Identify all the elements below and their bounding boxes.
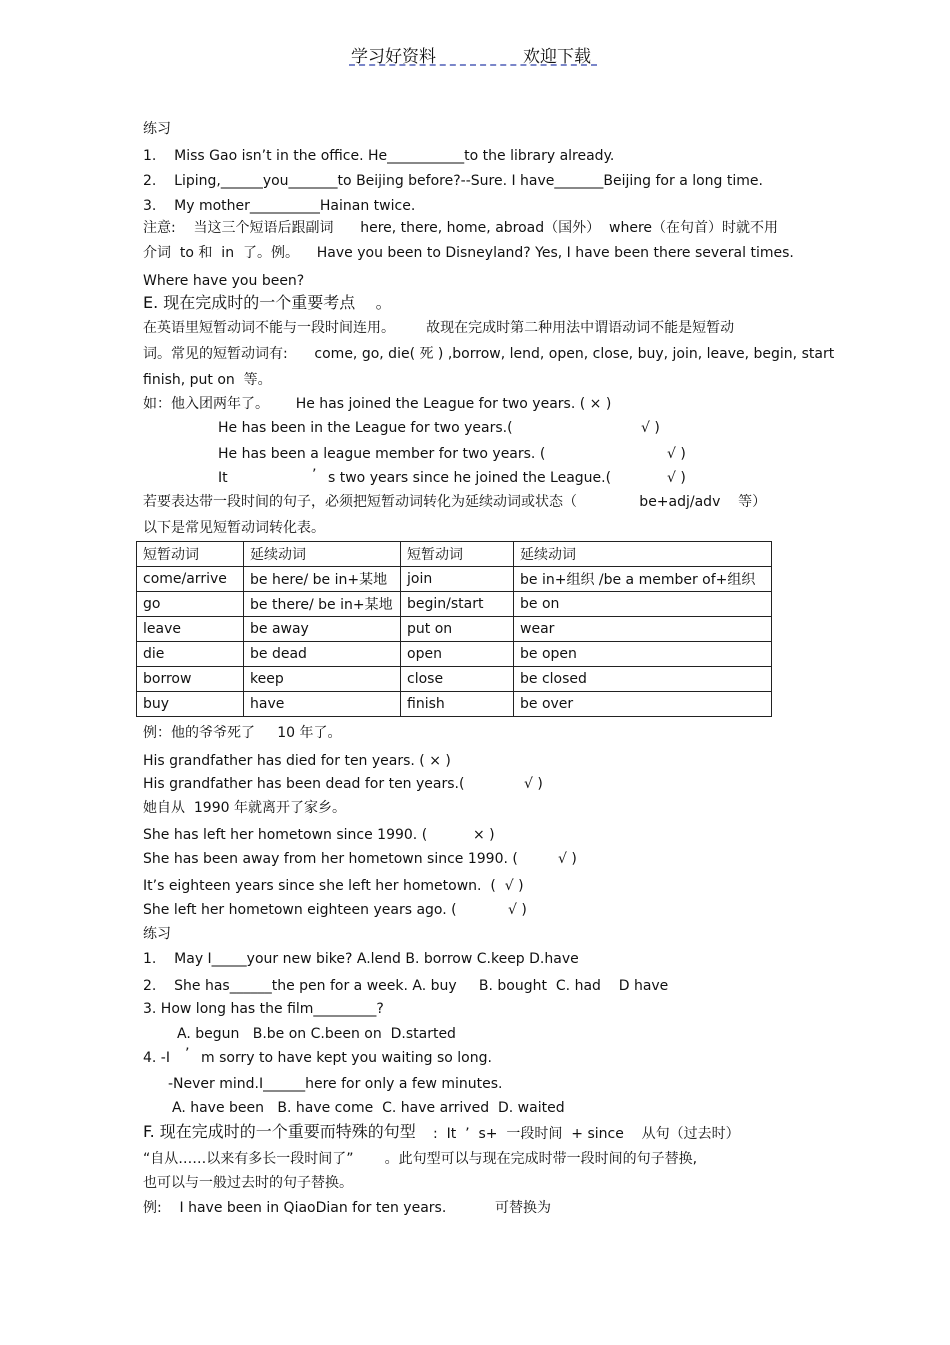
section-e-example-3: He has been a league member for two years. (	[218, 446, 546, 462]
note-line-3: Where have you been?	[143, 273, 305, 289]
exercise-1-title: 练习	[143, 121, 171, 137]
example-line-6: She has been away from her hometown since 1990. (	[143, 851, 518, 867]
exercise-2-q4-reply: -Never mind.I______here for only a few minutes.	[168, 1076, 503, 1092]
table-row	[137, 592, 772, 617]
section-f-title-pattern: : It ’ s+ 一段时间 + since 从句（过去时）	[433, 1126, 740, 1142]
table-cell: close	[401, 667, 514, 692]
table-row	[137, 667, 772, 692]
section-f-p2: 也可以与一般过去时的句子替换。	[143, 1175, 353, 1191]
example-line-7: It’s eighteen years since she left her hometown. ( √ )	[143, 878, 524, 894]
example-line-5-mark: × )	[473, 827, 495, 843]
exercise-2-q4-num: 4. -I	[143, 1050, 170, 1066]
table-cell: borrow	[137, 667, 244, 692]
table-cell: be away	[244, 617, 401, 642]
exercise-2-q3: 3. How long has the film_________?	[143, 1001, 384, 1017]
section-f-example-suffix: 可替换为	[495, 1200, 551, 1216]
table-cell: buy	[137, 692, 244, 717]
section-f-title: F. 现在完成时的一个重要而特殊的句型	[143, 1122, 416, 1141]
example-line-8-mark: √ )	[508, 902, 527, 918]
section-e-example-4-apos: ’	[312, 467, 317, 483]
table-cell: be in+组织 /be a member of+组织	[514, 567, 772, 592]
section-e-example-3-mark: √ )	[667, 446, 686, 462]
table-cell: be open	[514, 642, 772, 667]
table-header-cell: 延续动词	[514, 542, 772, 567]
exercise-2-q1: 1. May I_____your new bike? A.lend B. borrow C.keep D.have	[143, 951, 579, 967]
table-cell: die	[137, 642, 244, 667]
example-line-6-mark: √ )	[558, 851, 577, 867]
example-line-3: His grandfather has been dead for ten years.(	[143, 776, 465, 792]
section-e-example-4-it: It	[218, 470, 228, 486]
example-line-5: She has left her hometown since 1990. (	[143, 827, 428, 843]
table-row	[137, 642, 772, 667]
exercise-1-q2: 2. Liping,______you_______to Beijing before?--Sure. I have_______Beijing for a long time.	[143, 173, 763, 189]
exercise-2-q4: m sorry to have kept you waiting so long.	[201, 1050, 492, 1066]
table-cell: open	[401, 642, 514, 667]
example-line-3-mark: √ )	[524, 776, 543, 792]
table-cell: begin/start	[401, 592, 514, 617]
exercise-2-q4-apos: ’	[185, 1046, 190, 1062]
exercise-2-q3-options: A. begun B.be on C.been on D.started	[177, 1026, 456, 1042]
table-cell: be there/ be in+某地	[244, 592, 401, 617]
section-e-example-4-mark: √ )	[667, 470, 686, 486]
exercise-2-q4-options: A. have been B. have come C. have arrived D. waited	[172, 1100, 565, 1116]
exercise-1-q1: 1. Miss Gao isn’t in the office. He___________to the library already.	[143, 148, 615, 164]
section-f-p1: “自从……以来有多长一段时间了” 。此句型可以与现在完成时带一段时间的句子替换,	[143, 1151, 698, 1167]
example-line-4: 她自从 1990 年就离开了家乡。	[143, 800, 346, 816]
section-e-p1: 在英语里短暂动词不能与一段时间连用。 故现在完成时第二种用法中谓语动词不能是短暂动	[143, 320, 735, 336]
exercise-1-q3: 3. My mother__________Hainan twice.	[143, 198, 416, 214]
header-right: 欢迎下载	[523, 47, 591, 67]
table-cell: be here/ be in+某地	[244, 567, 401, 592]
section-e-example-2-mark: √ )	[641, 420, 660, 436]
section-f-example: 例: I have been in QiaoDian for ten years.	[143, 1200, 447, 1216]
table-cell: join	[401, 567, 514, 592]
table-header-cell: 延续动词	[244, 542, 401, 567]
table-row	[137, 692, 772, 717]
note-line-2: 介词 to 和 in 了。例。 Have you been to Disneyland? Yes, I have been there several times.	[143, 245, 794, 261]
table-header-cell: 短暂动词	[401, 542, 514, 567]
section-e-p3: finish, put on 等。	[143, 372, 272, 388]
header-divider	[349, 64, 597, 66]
example-line-2: His grandfather has died for ten years. ( × )	[143, 753, 451, 769]
table-row	[137, 617, 772, 642]
table-cell: be on	[514, 592, 772, 617]
section-e-p4: 若要表达带一段时间的句子，必须把短暂动词转化为延续动词或状态（ be+adj/adv 等）	[143, 494, 767, 510]
section-e-example-1: 如：他入团两年了。 He has joined the League for two years. ( × )	[143, 396, 612, 412]
table-cell: finish	[401, 692, 514, 717]
section-e-p5: 以下是常见短暂动词转化表。	[143, 520, 325, 536]
table-cell: put on	[401, 617, 514, 642]
section-e-example-4: s two years since he joined the League.(	[328, 470, 612, 486]
verb-conversion-table	[136, 541, 772, 717]
table-cell: be over	[514, 692, 772, 717]
section-e-example-2: He has been in the League for two years.(	[218, 420, 513, 436]
table-cell: have	[244, 692, 401, 717]
note-line-1: 注意: 当这三个短语后跟副词 here, there, home, abroad（国外） where（在句首）时就不用	[143, 220, 779, 236]
table-row	[137, 567, 772, 592]
table-header-cell: 短暂动词	[137, 542, 244, 567]
example-line-1: 例：他的爷爷死了 10 年了。	[143, 725, 342, 741]
exercise-2-q2: 2. She has______the pen for a week. A. buy B. bought C. had D have	[143, 978, 669, 994]
section-e-title: E. 现在完成时的一个重要考点 。	[143, 293, 392, 312]
table-cell: go	[137, 592, 244, 617]
table-cell: wear	[514, 617, 772, 642]
section-e-p2: 词。常见的短暂动词有: come, go, die( 死 ) ,borrow, lend, open, close, buy, join, leave, begin, start	[143, 346, 835, 362]
exercise-2-title: 练习	[143, 926, 171, 942]
header-left: 学习好资料	[351, 47, 436, 67]
table-cell: be closed	[514, 667, 772, 692]
table-cell: be dead	[244, 642, 401, 667]
table-cell: leave	[137, 617, 244, 642]
example-line-8: She left her hometown eighteen years ago. (	[143, 902, 457, 918]
table-header-row	[137, 542, 772, 567]
table-cell: come/arrive	[137, 567, 244, 592]
table-cell: keep	[244, 667, 401, 692]
